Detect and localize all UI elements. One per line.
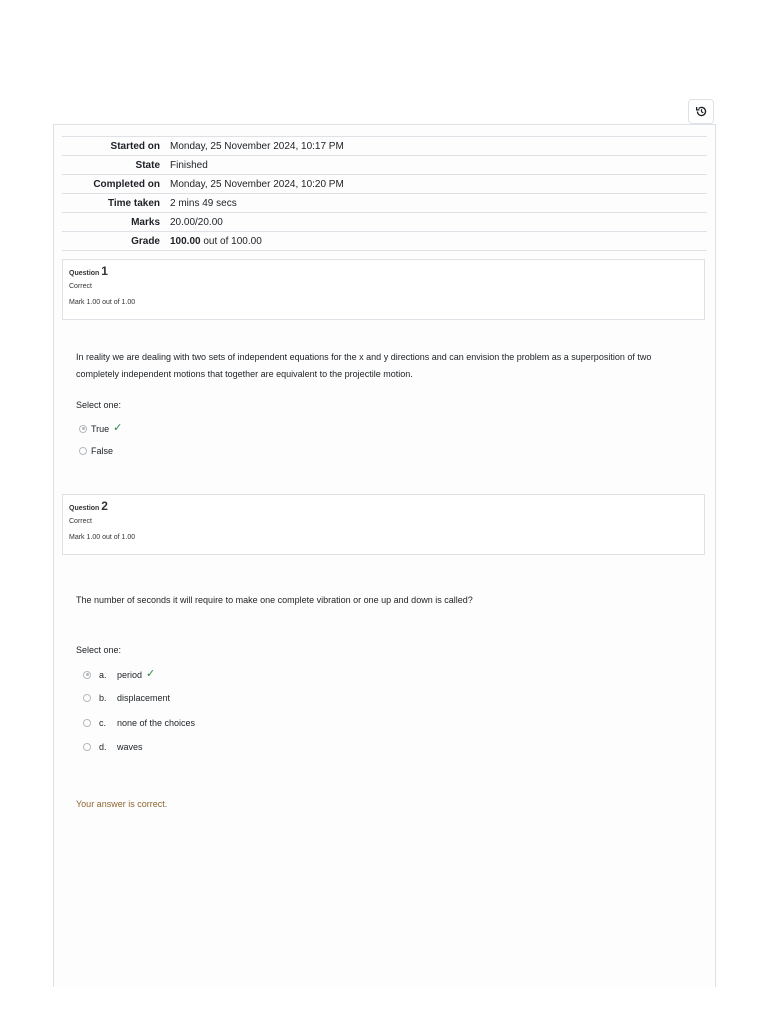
check-icon: ✓	[146, 668, 156, 680]
option-label: displacement	[117, 693, 171, 703]
summary-row-started	[62, 137, 707, 156]
question-state: Correct	[69, 518, 92, 525]
summary-value: 20.00/20.00	[170, 216, 223, 228]
option-label: none of the choices	[117, 718, 196, 728]
radio-button[interactable]	[83, 743, 91, 751]
summary-label: Started on	[110, 140, 160, 152]
question-1-select-label: Select one:	[76, 400, 122, 410]
summary-label: Time taken	[107, 197, 160, 209]
radio-button[interactable]	[83, 671, 91, 679]
attempt-summary-table	[62, 136, 707, 251]
option-letter: c.	[99, 718, 107, 728]
check-icon: ✓	[113, 422, 123, 434]
summary-label: Completed on	[93, 178, 160, 190]
question-2-info	[62, 494, 705, 555]
question-2-select-label: Select one:	[76, 645, 122, 655]
summary-label: Marks	[131, 216, 160, 228]
q2-option-a[interactable]	[83, 669, 155, 680]
summary-row-marks	[62, 213, 707, 232]
summary-value: Monday, 25 November 2024, 10:17 PM	[170, 140, 344, 152]
grade-out-of: out of 100.00	[200, 235, 262, 247]
summary-row-grade	[62, 232, 707, 251]
answer-feedback: Your answer is correct.	[76, 799, 168, 809]
option-label: True	[91, 423, 110, 434]
option-label: period	[117, 669, 143, 680]
question-mark: Mark 1.00 out of 1.00	[69, 299, 136, 306]
option-label: waves	[117, 742, 143, 752]
q2-option-c[interactable]	[83, 718, 195, 728]
question-number: 2	[101, 499, 108, 513]
question-number: 1	[101, 264, 108, 278]
question-heading	[69, 499, 698, 513]
radio-button[interactable]	[83, 694, 91, 702]
summary-value	[170, 232, 707, 251]
question-heading-label: Question	[69, 270, 100, 277]
option-letter: a.	[99, 669, 107, 680]
question-heading-label: Question	[69, 505, 100, 512]
radio-button[interactable]	[79, 425, 87, 433]
question-state: Correct	[69, 283, 92, 290]
question-1-text: In reality we are dealing with two sets of independent equations for the x and y directions and can envision the problem as a superposition of two completely independent motions that together are equivalent to the projectile motion.	[76, 352, 652, 379]
option-letter: d.	[99, 742, 107, 752]
summary-value: Finished	[170, 159, 208, 171]
summary-row-time	[62, 194, 707, 213]
radio-button[interactable]	[83, 719, 91, 727]
q2-option-d[interactable]	[83, 742, 143, 752]
history-icon	[695, 105, 708, 118]
q1-option-false[interactable]	[79, 446, 113, 456]
option-letter: b.	[99, 693, 107, 703]
question-1-info	[62, 259, 705, 320]
summary-row-state	[62, 156, 707, 175]
option-label: False	[91, 446, 114, 456]
radio-button[interactable]	[79, 447, 87, 455]
grade-value: 100.00	[170, 235, 201, 247]
summary-value: Monday, 25 November 2024, 10:20 PM	[170, 178, 344, 190]
history-button[interactable]	[688, 99, 714, 124]
summary-label: State	[135, 159, 160, 171]
q2-option-b[interactable]	[83, 693, 170, 703]
q1-option-true[interactable]	[79, 423, 122, 434]
question-2-text: The number of seconds it will require to make one complete vibration or one up and down is called?	[76, 595, 473, 605]
summary-value: 2 mins 49 secs	[170, 197, 237, 209]
summary-label: Grade	[131, 235, 160, 247]
review-page-frame	[53, 124, 716, 987]
summary-row-completed	[62, 175, 707, 194]
question-heading	[69, 264, 698, 278]
question-mark: Mark 1.00 out of 1.00	[69, 534, 136, 541]
